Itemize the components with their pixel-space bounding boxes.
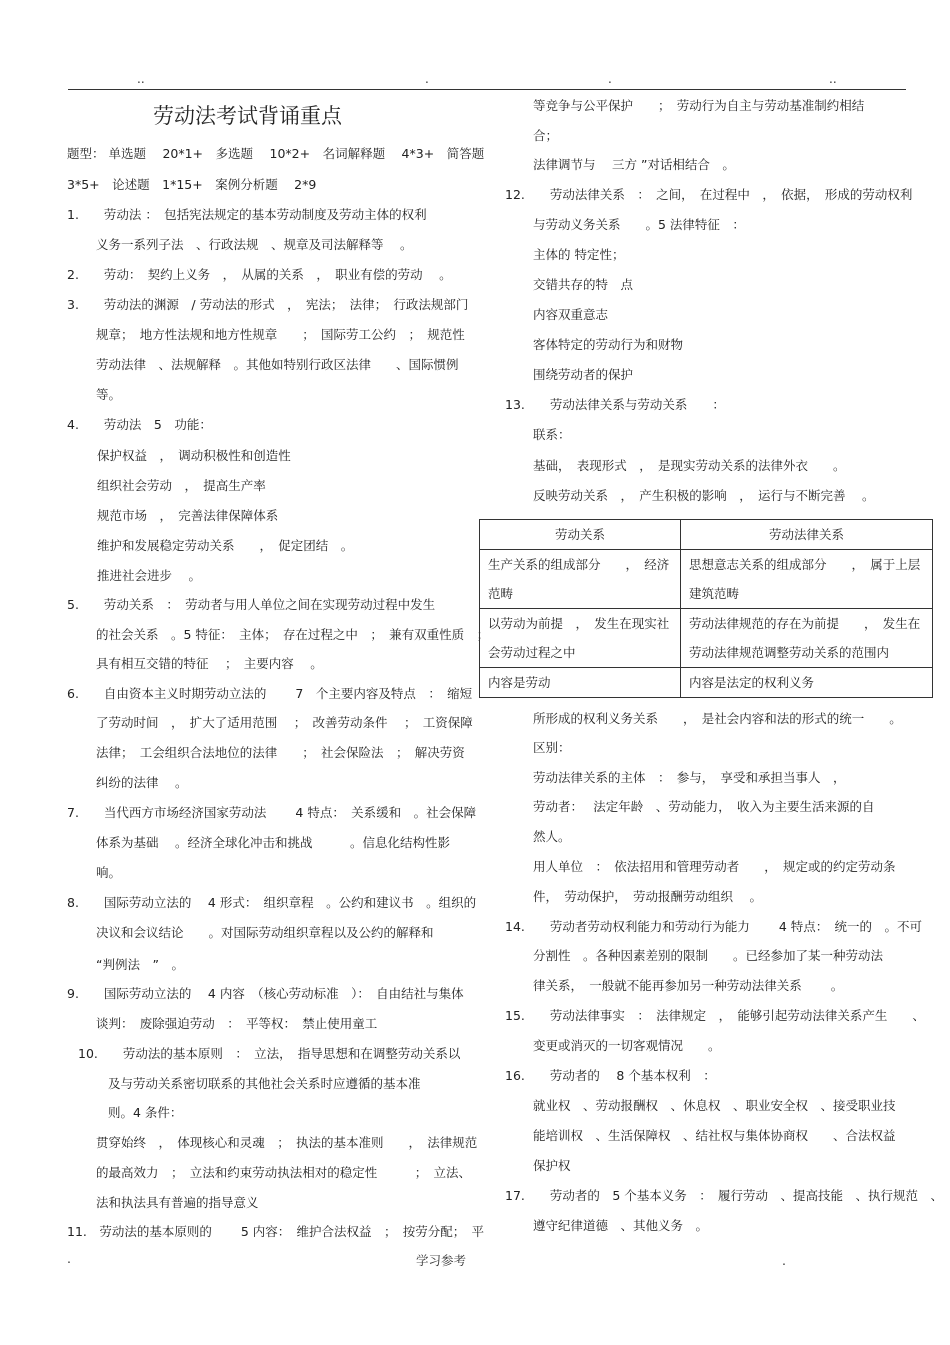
text-line: 等。 [96,387,122,402]
text-line: 劳动者： 法定年龄 、劳动能力， 收入为主要生活来源的自 [533,799,875,814]
text-line: 保护权益 ， 调动积极性和创造性 [97,448,291,463]
text-line: 15. 劳动法律事实 ： 法律规定 ， 能够引起劳动法律关系产生 、 [505,1008,925,1023]
text-line: 规范市场 ， 完善法律保障体系 [97,508,279,523]
text-line: 劳动法律关系的主体 ： 参与， 享受和承担当事人 ， [533,770,846,785]
text-line: 区别： [533,740,571,755]
footer-dot-right: . [782,1253,786,1268]
text-line: 题型： 单选题 20*1+ 多选题 10*2+ 名词解释题 4*3+ 简答题 [67,146,485,161]
text-line: 3. 劳动法的渊源 / 劳动法的形式 ， 宪法； 法律； 行政法规部门 [67,297,469,312]
text-line: 1. 劳动法 ： 包括宪法规定的基本劳动制度及劳动主体的权利 [67,207,427,222]
text-line: 16. 劳动者的 8 个基本权利 ： [505,1068,716,1083]
text-line: 内容双重意志 [533,307,609,322]
text-line: 保护权 [533,1158,571,1173]
table-row [480,668,933,698]
table-cell: 思想意志关系的组成部分 ， 属于上层建筑范畴 [681,550,933,609]
text-line: 基础， 表现形式 ， 是现实劳动关系的法律外衣 。 [533,458,846,473]
text-line: 能培训权 、生活保障权 、结社权与集体协商权 、合法权益 [533,1128,896,1143]
table-header: 劳动关系 [480,520,681,550]
text-line: 变更或消灭的一切客观情况 。 [533,1038,721,1053]
text-line: 则。4 条件： [108,1105,183,1120]
header-dot: . [608,72,612,86]
text-line: 5. 劳动关系 ： 劳动者与用人单位之间在实现劳动过程中发生 [67,597,436,612]
comparison-table [479,519,933,698]
text-line: 响。 [96,865,122,880]
text-line: 法律； 工会组织合法地位的法律 ； 社会保险法 ； 解决劳资 [96,745,465,760]
text-line: 等竞争与公平保护 ； 劳动行为自主与劳动基准制约相结 [533,98,865,113]
text-line: 及与劳动关系密切联系的其他社会关系时应遵循的基本准 [108,1076,421,1091]
table-cell: 劳动法律规范的存在为前提 ， 发生在劳动法律规范调整劳动关系的范围内 [681,609,933,668]
page-title: 劳动法考试背诵重点 [153,104,342,128]
text-line: 决议和会议结论 。对国际劳动组织章程以及公约的解释和 [96,925,434,940]
text-line: 7. 当代西方市场经济国家劳动法 4 特点： 关系缓和 。社会保障 [67,805,477,820]
text-line: 12. 劳动法律关系 ： 之间， 在过程中 ， 依据， 形成的劳动权利 [505,187,913,202]
text-line: 体系为基础 。经济全球化冲击和挑战 。信息化结构性影 [96,835,450,850]
text-line: 纠纷的法律 。 [96,775,188,790]
table-cell: 生产关系的组成部分 ， 经济范畴 [480,550,681,609]
text-line: 谈判： 废除强迫劳动 ： 平等权： 禁止使用童工 [96,1016,378,1031]
text-line: 3*5+ 论述题 1*15+ 案例分析题 2*9 [67,177,317,192]
text-line: 义务一系列子法 、行政法规 、规章及司法解释等 。 [96,237,413,252]
text-line: 13. 劳动法律关系与劳动关系 ： [505,397,725,412]
text-line: 17. 劳动者的 5 个基本义务 ： 履行劳动 、提高技能 、执行规范 、 [505,1188,944,1203]
text-line: 4. 劳动法 5 功能： [67,417,212,432]
text-line: 法律调节与 三方 ”对话相结合 。 [533,157,735,172]
text-line: 主体的 特定性； [533,247,625,262]
text-line: 推进社会进步 。 [97,568,201,583]
text-line: 法和执法具有普遍的指导意义 [96,1195,259,1210]
text-line: 合； [533,128,559,143]
text-line: 反映劳动关系 ， 产生积极的影响 ， 运行与不断完善 。 [533,488,875,503]
text-line: 遵守纪律道德 、其他义务 。 [533,1218,709,1233]
header-dot: . [425,72,429,86]
text-line: 11. 劳动法的基本原则的 5 内容： 维护合法权益 ； 按劳分配； 平 [67,1224,485,1239]
text-line: “判例法 ” 。 [96,957,184,972]
text-line: 围绕劳动者的保护 [533,367,634,382]
text-line: 8. 国际劳动立法的 4 形式： 组织章程 。公约和建议书 。组织的 [67,895,477,910]
footer-dot-left: . [67,1251,71,1266]
text-line: 组织社会劳动 ， 提高生产率 [97,478,266,493]
text-line: 的社会关系 。5 特征： 主体； 存在过程之中 ； 兼有双重性质 ； [96,627,490,642]
table-header-row [480,520,933,550]
text-line: 14. 劳动者劳动权利能力和劳动行为能力 4 特点： 统一的 。不可 [505,919,923,934]
text-line: 律关系， 一般就不能再参加另一种劳动法律关系 。 [533,978,844,993]
text-line: 贯穿始终 ， 体现核心和灵魂 ； 执法的基本准则 ， 法律规范 [96,1135,478,1150]
header-dot: .. [137,72,145,86]
text-line: 交错共存的特 点 [533,277,634,292]
text-line: 然人。 [533,829,571,844]
text-line: 所形成的权利义务关系 ， 是社会内容和法的形式的统一 。 [533,711,902,726]
text-line: 用人单位 ： 依法招用和管理劳动者 ， 规定或的约定劳动条 [533,859,896,874]
table-cell: 内容是劳动 [480,668,681,698]
text-line: 2. 劳动： 契约上义务 ， 从属的关系 ， 职业有偿的劳动 。 [67,267,452,282]
text-line: 维护和发展稳定劳动关系 ， 促定团结 。 [97,538,354,553]
text-line: 分割性 。各种因素差别的限制 。已经参加了某一种劳动法 [533,948,884,963]
text-line: 了劳动时间 ， 扩大了适用范围 ； 改善劳动条件 ； 工资保障 [96,715,473,730]
table-cell: 以劳动为前提 ， 发生在现实社会劳动过程之中 [480,609,681,668]
text-line: 规章； 地方性法规和地方性规章 ； 国际劳工公约 ； 规范性 [96,327,465,342]
footer-label: 学习参考 [416,1253,467,1268]
text-line: 劳动法律 、法规解释 。其他如特别行政区法律 、国际惯例 [96,357,459,372]
table-row [480,609,933,668]
table-header: 劳动法律关系 [681,520,933,550]
text-line: 9. 国际劳动立法的 4 内容 （核心劳动标准 ）： 自由结社与集体 [67,986,464,1001]
text-line: 就业权 、劳动报酬权 、休息权 、职业安全权 、接受职业技 [533,1098,896,1113]
text-line: 的最高效力 ； 立法和约束劳动执法相对的稳定性 ； 立法、 [96,1165,472,1180]
text-line: 具有相互交错的特征 ； 主要内容 。 [96,656,323,671]
header-rule [68,89,906,90]
text-line: 6. 自由资本主义时期劳动立法的 7 个主要内容及特点 ： 缩短 [67,686,473,701]
text-line: 与劳动义务关系 。5 法律特征 ： [533,217,745,232]
table-row [480,550,933,609]
header-dot: .. [829,72,837,86]
text-line: 联系： [533,427,571,442]
text-line: 10. 劳动法的基本原则 ： 立法， 指导思想和在调整劳动关系以 [78,1046,461,1061]
text-line: 客体特定的劳动行为和财物 [533,337,684,352]
text-line: 件， 劳动保护， 劳动报酬劳动组织 。 [533,889,762,904]
table-cell: 内容是法定的权利义务 [681,668,933,698]
